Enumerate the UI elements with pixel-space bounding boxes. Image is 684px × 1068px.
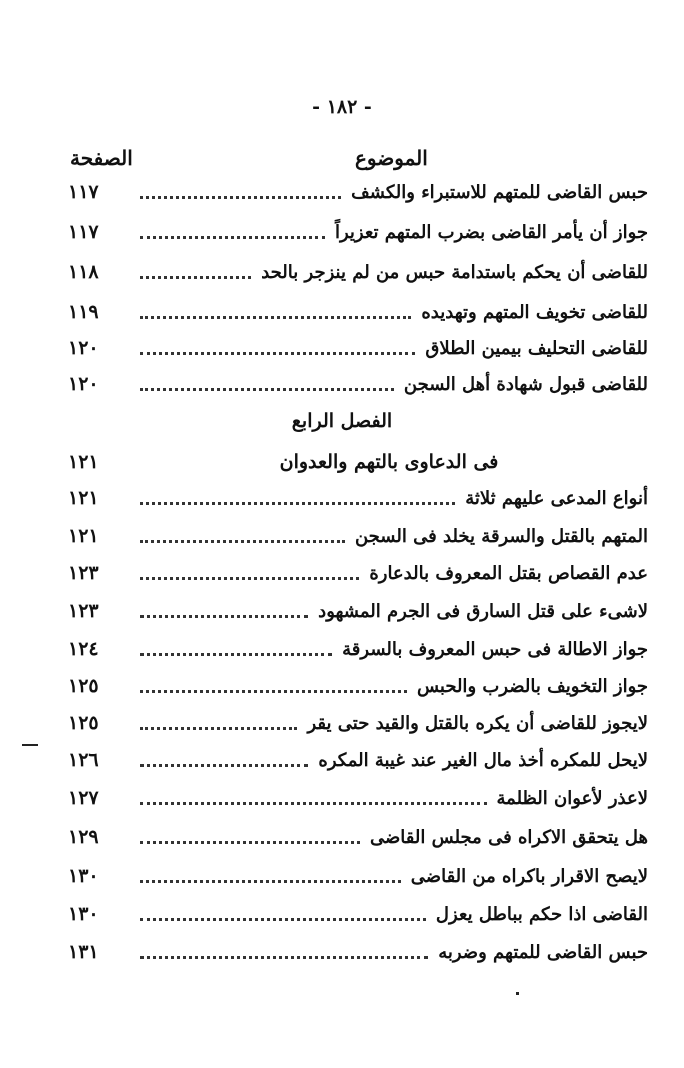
- scan-mark: [22, 744, 38, 746]
- toc-entry-title: جواز أن يأمر القاضى بضرب المتهم تعزيراً: [334, 221, 648, 243]
- chapter-title: فى الدعاوى بالتهم والعدوان: [279, 451, 499, 473]
- toc-page-number: ١٢٩: [68, 826, 99, 848]
- toc-page-number: ١١٧: [68, 221, 99, 243]
- toc-page-number: ١٢٠: [68, 373, 99, 395]
- leader-dots: [140, 841, 360, 844]
- toc-page-number: ١٢٧: [68, 787, 99, 809]
- toc-entry: [68, 482, 648, 514]
- toc-page-number: ١٢٣: [68, 600, 99, 622]
- leader-dots: [140, 764, 308, 767]
- toc-entry: [68, 368, 648, 400]
- leader-dots: [140, 653, 332, 656]
- toc-entry: [68, 256, 648, 288]
- toc-entry-title: لايحل للمكره أخذ مال الغير عند غيبة المكره: [318, 749, 648, 771]
- toc-entry-title: جواز الاطالة فى حبس المعروف بالسرقة: [342, 638, 648, 660]
- toc-entry: [68, 707, 648, 739]
- leader-dots: [140, 276, 251, 279]
- toc-page-number: ١٢٠: [68, 337, 99, 359]
- toc-page-number: ١٢٦: [68, 749, 99, 771]
- toc-page-number: ١٢١: [68, 487, 99, 509]
- toc-entry-title: لايصح الاقرار باكراه من القاضى: [410, 865, 648, 887]
- leader-dots: [140, 880, 401, 883]
- leader-dots: [140, 352, 415, 355]
- toc-entry: [68, 898, 648, 930]
- toc-page-number: ١١٨: [68, 261, 99, 283]
- toc-entry: [68, 520, 648, 552]
- toc-page-number: ١٢٥: [68, 712, 99, 734]
- leader-dots: [140, 316, 411, 319]
- toc-entry: [68, 557, 648, 589]
- leader-dots: [140, 196, 341, 199]
- toc-entry: [68, 936, 648, 968]
- toc-entry: [68, 782, 648, 814]
- toc-entry: [68, 744, 648, 776]
- toc-entry: [68, 216, 648, 248]
- leader-dots: [140, 918, 426, 921]
- chapter-heading: [68, 446, 648, 478]
- toc-entry-title: المتهم بالقتل والسرقة يخلد فى السجن: [354, 525, 648, 547]
- page-column-header: الصفحة: [70, 146, 133, 170]
- toc-page-number: ١٢١: [68, 451, 99, 473]
- toc-entry-title: للقاضى تخويف المتهم وتهديده: [421, 301, 648, 323]
- toc-page-number: ١٢١: [68, 525, 99, 547]
- toc-page-number: ١١٩: [68, 301, 99, 323]
- toc-entry-title: لاعذر لأعوان الظلمة: [496, 787, 648, 809]
- toc-page-number: ١٣١: [68, 941, 99, 963]
- toc-entry-title: للقاضى أن يحكم باستدامة حبس من لم ينزجر بالحد: [261, 261, 648, 283]
- toc-entry: [68, 633, 648, 665]
- toc-entry-title: لايجوز للقاضى أن يكره بالقتل والقيد حتى يقر: [307, 712, 648, 734]
- toc-page-number: ١٣٠: [68, 865, 99, 887]
- page-number: - ١٨٢ -: [312, 96, 372, 118]
- toc-entry: [68, 332, 648, 364]
- toc-entry: [68, 670, 648, 702]
- toc-entry-title: القاضى اذا حكم بباطل يعزل: [435, 903, 648, 925]
- toc-entry-title: لاشىء على قتل السارق فى الجرم المشهود: [318, 600, 648, 622]
- subject-column-header: الموضوع: [355, 146, 428, 170]
- leader-dots: [140, 690, 407, 693]
- leader-dots: [140, 615, 308, 618]
- toc-entry-title: جواز التخويف بالضرب والحبس: [416, 675, 648, 697]
- toc-entry-title: هل يتحقق الاكراه فى مجلس القاضى: [370, 826, 648, 848]
- scan-mark: [516, 992, 519, 995]
- toc-entry-title: للقاضى التحليف بيمين الطلاق: [425, 337, 648, 359]
- toc-entry-title: عدم القصاص بقتل المعروف بالدعارة: [369, 562, 648, 584]
- leader-dots: [140, 540, 345, 543]
- leader-dots: [140, 388, 394, 391]
- toc-entry: [68, 821, 648, 853]
- toc-page-number: ١٣٠: [68, 903, 99, 925]
- leader-dots: [140, 577, 359, 580]
- toc-entry-title: حبس القاضى للمتهم للاستبراء والكشف: [351, 181, 648, 203]
- leader-dots: [140, 236, 325, 239]
- toc-page-number: ١٢٣: [68, 562, 99, 584]
- toc-entry-title: للقاضى قبول شهادة أهل السجن: [403, 373, 648, 395]
- leader-dots: [140, 802, 487, 805]
- leader-dots: [140, 727, 297, 730]
- leader-dots: [140, 956, 428, 959]
- toc-entry-title: حبس القاضى للمتهم وضربه: [438, 941, 648, 963]
- toc-entry: [68, 176, 648, 208]
- toc-entry-title: أنواع المدعى عليهم ثلاثة: [465, 487, 648, 509]
- toc-page-number: ١٢٤: [68, 638, 99, 660]
- leader-dots: [140, 502, 455, 505]
- toc-page-number: ١٢٥: [68, 675, 99, 697]
- toc-entry: [68, 296, 648, 328]
- toc-entry: [68, 860, 648, 892]
- section-title: الفصل الرابع: [291, 410, 393, 432]
- toc-entry: [68, 595, 648, 627]
- toc-page-number: ١١٧: [68, 181, 99, 203]
